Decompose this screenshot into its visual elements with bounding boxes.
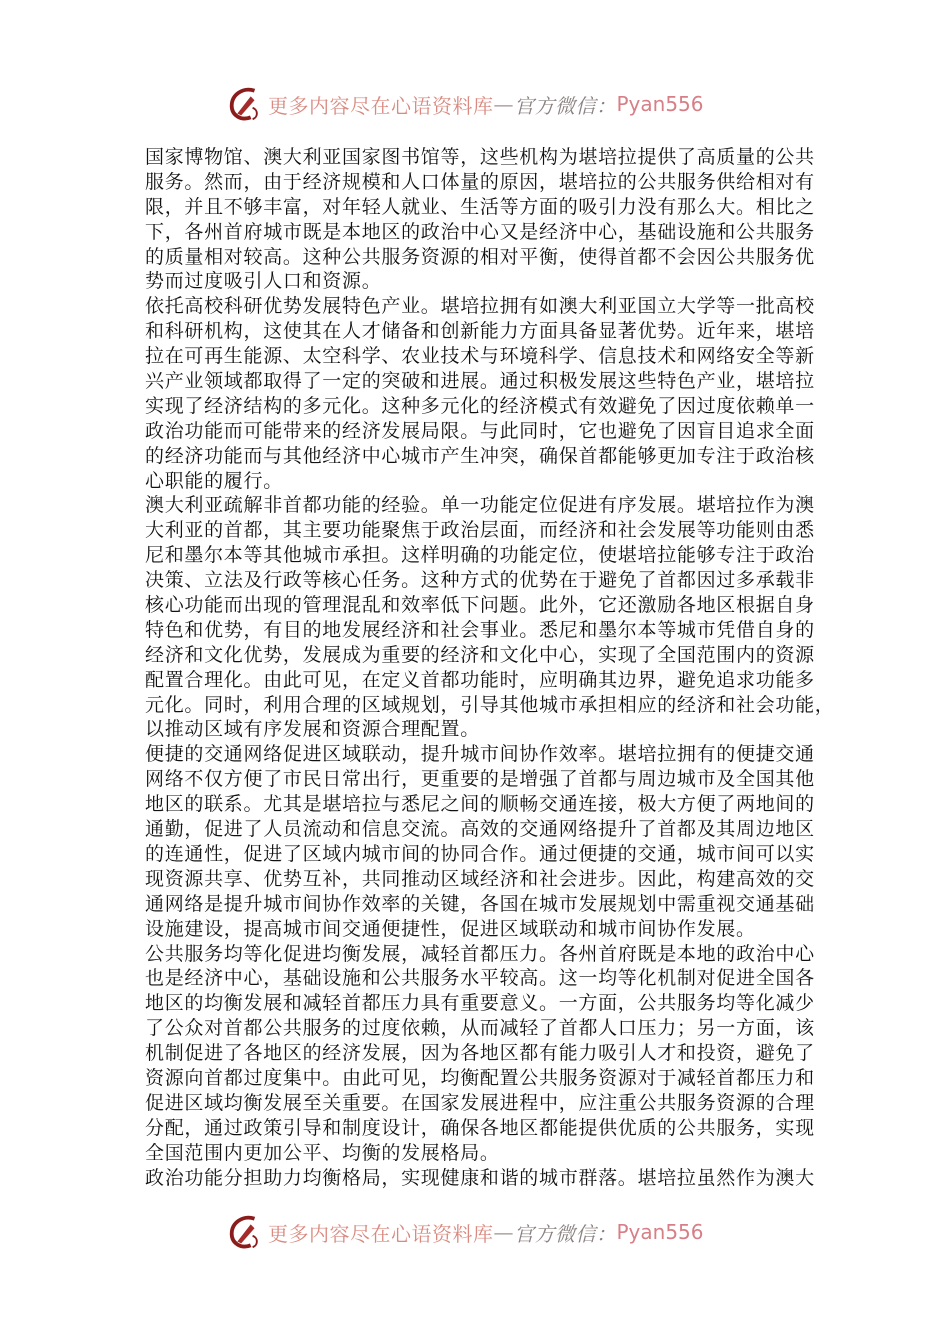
text-line: 的经济功能而与其他经济中心城市产生冲突，确保首都能够更加专注于政治核: [145, 444, 815, 467]
paragraph: [145, 942, 825, 1166]
text-line: 特色和优势，有目的地发展经济和社会事业。悉尼和墨尔本等城市凭借自身的: [145, 618, 815, 641]
text-line: 政治功能而可能带来的经济发展局限。与此同时，它也避免了因盲目追求全面: [145, 419, 815, 442]
text-line: 了公众对首都公共服务的过度依赖，从而减轻了首都人口压力；另一方面，该: [145, 1017, 815, 1040]
text-line: 尼和墨尔本等其他城市承担。这样明确的功能定位，使堪培拉能够专注于政治: [145, 544, 815, 567]
text-line: 地区的均衡发展和减轻首都压力具有重要意义。一方面，公共服务均等化减少: [145, 992, 815, 1015]
paragraph: [145, 742, 825, 941]
text-line: 势而过度吸引人口和资源。: [145, 270, 382, 293]
text-line: 依托高校科研优势发展特色产业。堪培拉拥有如澳大利亚国立大学等一批高校: [145, 295, 815, 318]
text-line: 现资源共享、优势互补，共同推动区域经济和社会进步。因此，构建高效的交: [145, 867, 815, 890]
watermark-text: 更多内容尽在心语资料库: [268, 1221, 494, 1246]
text-line: 通网络是提升城市间协作效率的关键，各国在城市发展规划中需重视交通基础: [145, 892, 815, 915]
text-line: 机制促进了各地区的经济发展，因为各地区都有能力吸引人才和投资，避免了: [145, 1042, 815, 1065]
header-watermark: [226, 84, 726, 124]
text-line: 通勤，促进了人员流动和信息交流。高效的交通网络提升了首都及其周边地区: [145, 818, 815, 841]
watermark-wechat-label: 官方微信：: [514, 93, 617, 118]
text-line: 全国范围内更加公平、均衡的发展格局。: [145, 1141, 500, 1164]
text-line: 和科研机构，这使其在人才储备和创新能力方面具备显著优势。近年来，堪培: [145, 320, 815, 343]
watermark-text: 更多内容尽在心语资料库: [268, 93, 494, 118]
text-line: 决策、立法及行政等核心任务。这种方式的优势在于避免了首都因过多承载非: [145, 569, 815, 592]
text-line: 国家博物馆、澳大利亚国家图书馆等，这些机构为堪培拉提供了高质量的公共: [145, 146, 815, 168]
text-line: 便捷的交通网络促进区域联动，提升城市间协作效率。堪培拉拥有的便捷交通: [145, 743, 815, 766]
text-line: 设施建设，提高城市间交通便捷性，促进区域联动和城市间协作发展。: [145, 917, 756, 940]
text-line: 公共服务均等化促进均衡发展，减轻首都压力。各州首府既是本地的政治中心: [145, 942, 815, 965]
text-line: 政治功能分担助力均衡格局，实现健康和谐的城市群落。堪培拉虽然作为澳大: [145, 1166, 815, 1189]
text-line: 资源向首都过度集中。由此可见，均衡配置公共服务资源对于减轻首都压力和: [145, 1066, 815, 1089]
watermark-dash: —: [493, 1220, 514, 1244]
paragraph: [145, 145, 825, 294]
watermark-wechat-id: Pyan556: [616, 92, 704, 116]
text-line: 网络不仅方便了市民日常出行，更重要的是增强了首都与周边城市及全国其他: [145, 768, 815, 791]
text-line: 核心功能而出现的管理混乱和效率低下问题。此外，它还激励各地区根据自身: [145, 594, 815, 617]
pen-logo-icon: [226, 85, 264, 123]
text-line: 经济和文化优势，发展成为重要的经济和文化中心，实现了全国范围内的资源: [145, 643, 815, 666]
text-line: 拉在可再生能源、太空科学、农业技术与环境科学、信息技术和网络安全等新: [145, 345, 815, 368]
text-line: 的连通性，促进了区域内城市间的协同合作。通过便捷的交通，城市间可以实: [145, 842, 815, 865]
text-line: 以推动区域有序发展和资源合理配置。: [145, 718, 480, 741]
watermark-wechat-id: Pyan556: [616, 1220, 704, 1244]
text-line: 下，各州首府城市既是本地区的政治中心又是经济中心，基础设施和公共服务: [145, 220, 815, 243]
text-line: 促进区域均衡发展至关重要。在国家发展进程中，应注重公共服务资源的合理: [145, 1091, 815, 1114]
paragraph: [145, 1166, 825, 1191]
text-line: 兴产业领域都取得了一定的突破和进展。通过积极发展这些特色产业，堪培拉: [145, 370, 815, 393]
text-line: 大利亚的首都，其主要功能聚焦于政治层面，而经济和社会发展等功能则由悉: [145, 519, 815, 542]
text-line: 地区的联系。尤其是堪培拉与悉尼之间的顺畅交通连接，极大方便了两地间的: [145, 793, 815, 816]
text-line: 的质量相对较高。这种公共服务资源的相对平衡，使得首都不会因公共服务优: [145, 245, 815, 268]
text-line: 也是经济中心，基础设施和公共服务水平较高。这一均等化机制对促进全国各: [145, 967, 815, 990]
text-line: 实现了经济结构的多元化。这种多元化的经济模式有效避免了因过度依赖单一: [145, 394, 815, 417]
watermark-wechat-label: 官方微信：: [514, 1221, 617, 1246]
paragraph: [145, 493, 835, 742]
text-line: 配置合理化。由此可见，在定义首都功能时，应明确其边界，避免追求功能多: [145, 668, 815, 691]
pen-logo-icon: [226, 1213, 264, 1251]
text-line: 分配，通过政策引导和制度设计，确保各地区都能提供优质的公共服务，实现: [145, 1116, 815, 1139]
text-line: 澳大利亚疏解非首都功能的经验。单一功能定位促进有序发展。堪培拉作为澳: [145, 494, 815, 517]
text-line: 限，并且不够丰富，对年轻人就业、生活等方面的吸引力没有那么大。相比之: [145, 195, 815, 218]
text-line: 心职能的履行。: [145, 469, 283, 492]
watermark-dash: —: [493, 92, 514, 116]
text-line: 服务。然而，由于经济规模和人口体量的原因，堪培拉的公共服务供给相对有: [145, 170, 815, 193]
footer-watermark: [226, 1212, 726, 1252]
paragraph: [145, 294, 825, 493]
text-line: 元化。同时，利用合理的区域规划，引导其他城市承担相应的经济和社会功能，: [145, 693, 835, 716]
document-body: [145, 145, 835, 1190]
